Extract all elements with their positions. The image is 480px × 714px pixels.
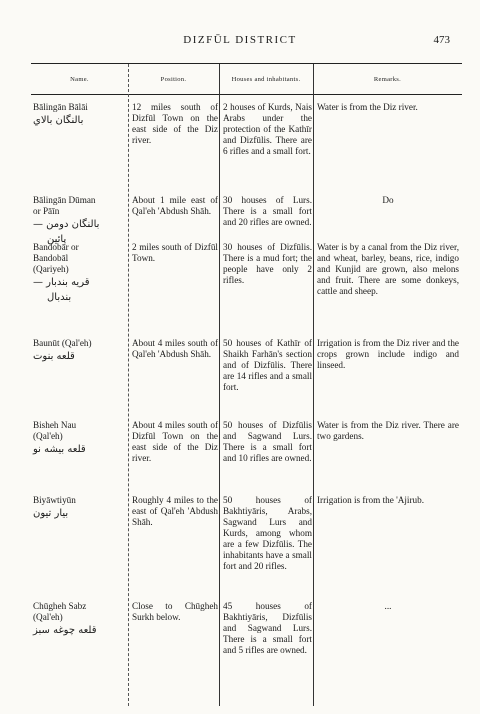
gazetteer-table [31,63,462,706]
place-name-cell [33,242,123,305]
place-name-cell [33,195,123,247]
remarks-cell: ... [384,601,392,611]
table-header [31,64,462,95]
place-name-alt: Bandobāl [33,253,69,263]
position-cell: About 4 miles south of Qal'eh 'Abdush Shāh. [132,338,218,359]
position-cell: Close to Chūgheh Surkh below. [132,601,218,622]
place-name-qualifier: (Qariyeh) [33,264,69,274]
place-name-persian: قلعه بيشه نو [33,444,86,455]
houses-cell: 50 houses of Dizfūlis and Sagwand Lurs. There is a small fort and 10 rifles are owned. [223,420,312,463]
position-cell: About 4 miles south of Dizfūl Town on the east side of the Diz river. [132,420,218,463]
place-name-persian: بالنگان دومن — [33,219,100,230]
place-name-persian: قلعه بنوت [33,351,75,362]
houses-cell: 45 houses of Bakhtiyāris, Dizfūlis and Sagwand Lurs. There is a small fort and 5 rifles are owned. [223,601,312,655]
column-divider [219,64,220,706]
place-name: Bandobār or [33,242,79,252]
column-divider [313,64,314,706]
position-cell: 2 miles south of Dizfūl Town. [132,242,218,263]
houses-cell: 50 houses of Bakhtiyāris, Arabs, Sagwand Lurs and Kurds, among whom are a few Dizfūlis. The inhabitants have a small fort and 20 rifles. [223,495,312,571]
position-cell: 12 miles south of Dizfūl Town on the east side of the Diz river. [132,102,218,145]
position-cell: Roughly 4 miles to the east of Qal'eh 'Abdush Shāh. [132,495,218,527]
houses-cell: 50 houses of Kathīr of Shaikh Farhān's section and of Dizfūlis. There are 14 rifles and a small fort. [223,338,312,392]
place-name-persian-alt: پائين [47,234,67,245]
column-header-position: Position. [160,76,187,83]
place-name-cell [33,420,123,457]
remarks-cell: Irrigation is from the Diz river and the crops grown include indigo and linseed. [317,338,459,370]
place-name-persian: قريه بندبار — [33,277,90,288]
place-name-cell [33,601,123,638]
houses-cell: 30 houses of Dizfūlis. There is a mud fort; the people have only 2 rifles. [223,242,312,285]
column-header-remarks: Remarks. [373,76,402,83]
place-name: Bisheh Nau [33,420,77,430]
place-name-qualifier: (Qal'eh) [33,612,63,622]
place-name-persian: قلعه چوغه سبز [33,625,97,636]
place-name-cell [33,338,123,364]
remarks-cell: Water is by a canal from the Diz river, and wheat, barley, beans, rice, indigo and Kunjid are grown, also melons and fruit. There are some donkeys, cattle and sheep. [317,242,459,296]
place-name-cell [33,495,123,521]
place-name-cell [33,102,123,128]
place-name-qualifier: (Qal'eh) [33,431,63,441]
remarks-cell: Water is from the Diz river. There are two gardens. [317,420,459,441]
place-name: Biyāwtiyūn [33,495,76,505]
place-name: Bālingān Bālāi [33,102,88,112]
place-name: Chūgheh Sabz [33,601,87,611]
place-name-persian-alt: بندبال [47,292,72,303]
houses-cell: 2 houses of Kurds, Nais Arabs under the protection of the Kathīr and Dizfūlis. There are 6 rifles and a small fort. [223,102,312,156]
column-divider [128,64,129,706]
place-name-persian: بيار تيون [33,508,69,519]
column-header-houses: Houses and inhabitants. [231,76,301,83]
page-number: 473 [433,34,450,46]
running-head [0,34,480,50]
position-cell: About 1 mile east of Qal'eh 'Abdush Shāh. [132,195,218,216]
remarks-cell: Do [382,195,394,205]
place-name-persian: بالنگان بالاي [33,115,84,126]
place-name: Baunūt (Qal'eh) [33,338,92,348]
place-name: Bālingān Dūman [33,195,96,205]
houses-cell: 30 houses of Lurs. There is a small fort and 20 rifles are owned. [223,195,312,227]
place-name-alt: or Pāīn [33,206,60,216]
remarks-cell: Irrigation is from the 'Ajirub. [317,495,425,505]
column-header-name: Name. [70,76,89,83]
remarks-cell: Water is from the Diz river. [317,102,418,112]
page-title: DIZFŪL DISTRICT [183,34,297,46]
